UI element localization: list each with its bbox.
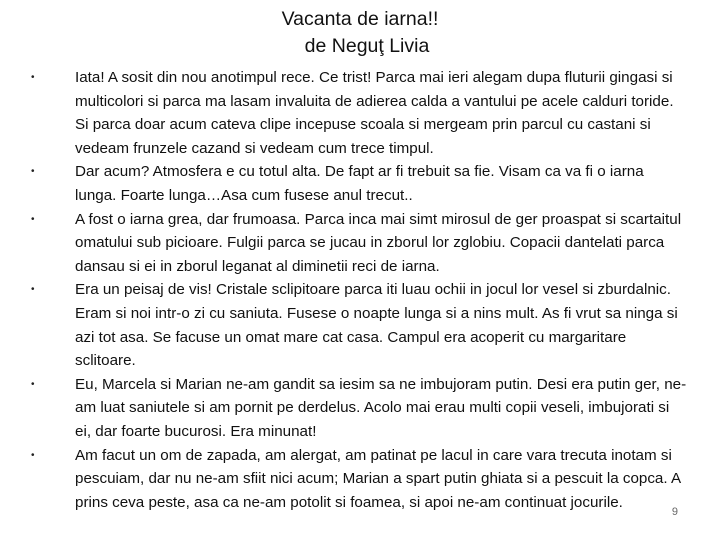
list-item	[28, 373, 688, 444]
paragraph-text: Era un peisaj de vis! Cristale sclipitoare parca iti luau ochii in jocul lor vesel si zburdalnic. Eram si noi intr-o zi cu saniuta. Fusese o noapte lunga si a nins mult. As fi vrut sa ninga si azi tot asa. Se facuse un omat mare cat casa. Campul era acoperit cu margaritare sclitoare.	[75, 281, 678, 370]
bullet-icon: •	[31, 449, 35, 461]
bullet-icon: •	[31, 378, 35, 390]
paragraph-list	[28, 66, 688, 514]
bullet-icon: •	[31, 72, 35, 83]
paragraph-text: Dar acum? Atmosfera e cu totul alta. De fapt ar fi trebuit sa fie. Visam ca va fi o iarna lunga. Foarte lunga…Asa cum fusese anul trecut..	[75, 163, 644, 204]
paragraph-text: A fost o iarna grea, dar frumoasa. Parca inca mai simt mirosul de ger proaspat si scartaitul omatului sub picioare. Fulgii parca se jucau in zborul lor zglobiu. Copacii dantelati parca dansau si ei in zborul leganat al diminetii reci de iarna.	[75, 210, 682, 275]
paragraph-text: Eu, Marcela si Marian ne-am gandit sa iesim sa ne imbujoram putin. Desi era putin ger, ne-am luat saniutele si am pornit pe derdelus. Acolo mai erau multi copii veseli, imbujorati si ei, dar foarte bucurosi. Era minunat!	[75, 375, 687, 440]
title-block	[0, 6, 720, 60]
slide-author: de Neguţ Livia	[304, 35, 430, 57]
list-item	[28, 208, 688, 279]
paragraph-text: Iata! A sosit din nou anotimpul rece. Ce trist! Parca mai ieri alegam dupa fluturii gingasi si multicolori si parca ma lasam invaluita de adierea calda a vantului pe acele calduri toride. Si parca doar acum cateva clipe incepuse scoala si mergeam prin parcul cu castani si vedeam frunzele cazand si vedeam cum trece timpul.	[75, 69, 674, 157]
page-number: 9	[671, 506, 678, 518]
list-item	[28, 444, 688, 515]
bullet-icon: •	[31, 166, 35, 178]
paragraph-text: Am facut un om de zapada, am alergat, am patinat pe lacul in care vara trecuta inotam si pescuiam, dar nu ne-am sfiit nici acum; Marian a spart putin ghiata si a pescuit la copca. A prins ceva peste, asa ca ne-am potolit si foamea, si apoi ne-am continuat jocurile.	[75, 446, 681, 511]
list-item	[28, 278, 688, 372]
list-item	[28, 66, 688, 160]
list-item	[28, 160, 688, 207]
bullet-icon: •	[31, 284, 35, 296]
bullet-icon: •	[31, 213, 35, 225]
slide-title: Vacanta de iarna!!	[281, 8, 439, 30]
